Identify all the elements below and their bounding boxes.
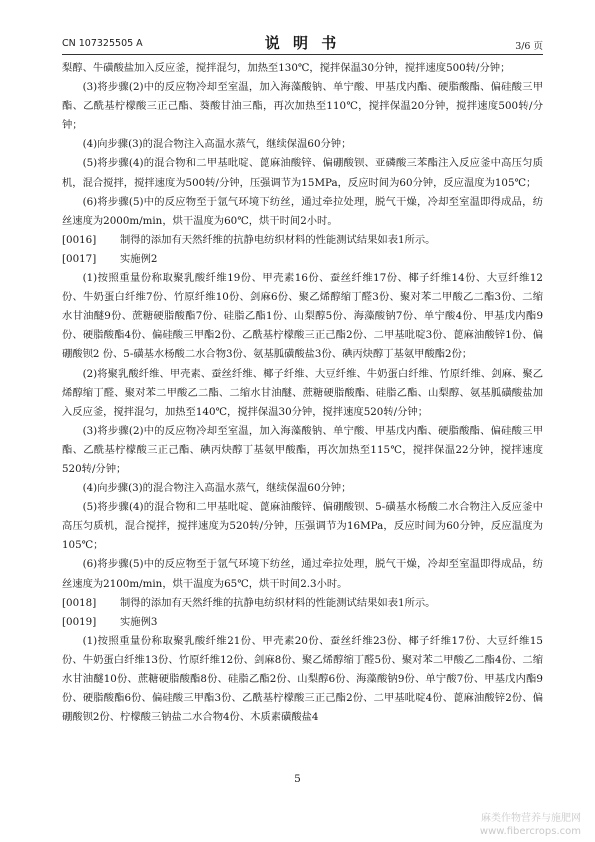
step-paragraph: (5)将步骤(4)的混合物和二甲基吡啶、蓖麻油酸锌、偏硼酸钡、亚磷酸三苯酯注入反应釜中高压匀质机，混合搅拌，搅拌速度为500转/分钟，压强调节为15MPa，反应时间为60分钟，反应温度为105℃； <box>62 157 543 189</box>
watermark <box>480 812 581 838</box>
paragraph-text: 制得的添加有天然纤维的抗静电纺织材料的性能测试结果如表1所示。 <box>120 233 436 246</box>
step-paragraph: (6)将步骤(5)中的反应物至于氩气环境下纺丝，通过牵拉处理，脱气干燥，冷却至室温即得成品，纺丝速度为2100m/min，烘干温度为65℃，烘干时间2.3小时。 <box>62 558 543 590</box>
numbered-paragraph <box>62 594 543 613</box>
paragraph-number: [0019] <box>62 615 97 628</box>
page-header <box>62 28 543 55</box>
continued-paragraph: 梨醇、牛磺酸盐加入反应釜，搅拌混匀，加热至130℃，搅拌保温30分钟，搅拌速度500转/分钟； <box>62 62 511 74</box>
paragraph-text: 实施例3 <box>120 615 158 628</box>
paragraph-number: [0017] <box>62 252 97 265</box>
step-paragraph: (5)将步骤(4)的混合物和二甲基吡啶、蓖麻油酸锌、偏硼酸钡、5-磺基水杨酸二水合物注入反应釜中高压匀质机，混合搅拌，搅拌速度为520转/分钟，压强调节为16MPa，反应时间为60分钟，反应温度为105℃； <box>62 501 543 552</box>
paragraph-number: [0016] <box>62 233 97 246</box>
page-indicator: 3/6 页 <box>515 41 543 52</box>
numbered-paragraph <box>62 613 543 632</box>
patent-number: CN 107325505 A <box>62 38 143 49</box>
step-paragraph: (6)将步骤(5)中的反应物至于氩气环境下纺丝，通过牵拉处理，脱气干燥，冷却至室温即得成品，纺丝速度为2000m/min，烘干温度为60℃，烘干时间2小时。 <box>62 195 543 227</box>
paragraph-text: 实施例2 <box>120 252 158 265</box>
paragraph-text: 制得的添加有天然纤维的抗静电纺织材料的性能测试结果如表1所示。 <box>120 596 436 609</box>
numbered-paragraph <box>62 231 543 250</box>
step-paragraph: (3)将步骤(2)中的反应物冷却至室温，加入海藻酸钠、单宁酸、甲基戊内酯、硬脂酸酯、偏硅酸三甲酯、乙酰基柠檬酸三正己酯、葵酸甘油三酯，再次加热至110℃，搅拌保温20分钟，搅拌速度500转/分钟； <box>62 81 543 132</box>
step-paragraph: (1)按照重量份称取聚乳酸纤维19份、甲壳素16份、蚕丝纤维17份、椰子纤维14份、大豆纤维12份、牛奶蛋白纤维7份、竹原纤维10份、剑麻6份、聚乙烯醇缩丁醛3份、聚对苯二甲酸乙二酯3份、二缩水甘油醚9份、蔗糖硬脂酸酯7份、硅脂乙酯1份、山梨醇5份、海藻酸钠7份、单宁酸4份、甲基戊内酯9份、硬脂酸酯4份、偏硅酸三甲酯2份、乙酰基柠檬酸三正己酯2份、二甲基吡啶3份、蓖麻油酸锌1份、偏硼酸钡2 份、5-磺基水杨酸二水合物3份、氨基胍磺酸盐3份、碘丙炔醇丁基氨甲酸酯2份； <box>62 272 543 361</box>
document-body <box>62 59 543 727</box>
step-paragraph: (4)向步骤(3)的混合物注入高温水蒸气，继续保温60分钟； <box>82 482 352 495</box>
step-paragraph: (4)向步骤(3)的混合物注入高温水蒸气，继续保温60分钟； <box>82 138 352 151</box>
step-paragraph: (3)将步骤(2)中的反应物冷却至室温，加入海藻酸钠、单宁酸、甲基戊内酯、硬脂酸酯、偏硅酸三甲酯、乙酰基柠檬酸三正己酯、碘丙炔醇丁基氨甲酸酯，再次加热至115℃，搅拌保温22分钟，搅拌速度520转/分钟； <box>62 424 543 475</box>
watermark-site-name: 麻类作物营养与施肥网 <box>481 813 581 824</box>
numbered-paragraph <box>62 250 543 269</box>
paragraph-number: [0018] <box>62 596 97 609</box>
step-paragraph: (1)按照重量份称取聚乳酸纤维21份、甲壳素20份、蚕丝纤维23份、椰子纤维17份、大豆纤维15份、牛奶蛋白纤维13份、竹原纤维12份、剑麻8份、聚乙烯醇缩丁醛5份、聚对苯二甲酸乙二酯4份、二缩水甘油醚10份、蔗糖硬脂酸酯8份、硅脂乙酯2份、山梨醇6份、海藻酸钠9份、单宁酸7份、甲基戊内酯9份、硬脂酸酯6份、偏硅酸三甲酯3份、乙酰基柠檬酸三正己酯2份、二甲基吡啶4份、蓖麻油酸锌2份、偏硼酸钡2份、柠檬酸三钠盐二水合物4份、木质素磺酸盐4 <box>62 634 543 724</box>
page-number: 5 <box>294 773 301 785</box>
document-title: 说 明 书 <box>264 34 341 52</box>
watermark-url: www.fibercrops.com <box>479 826 581 837</box>
step-paragraph: (2)将聚乳酸纤维、甲壳素、蚕丝纤维、椰子纤维、大豆纤维、牛奶蛋白纤维、竹原纤维、剑麻、聚乙烯醇缩丁醛、聚对苯二甲酸乙二酯、二缩水甘油醚、蔗糖硬脂酸酯、硅脂乙酯、山梨醇、氨基胍磺酸盐加入反应釜，搅拌混匀，加热至140℃，搅拌保温30分钟，搅拌速度520转/分钟； <box>62 367 543 418</box>
